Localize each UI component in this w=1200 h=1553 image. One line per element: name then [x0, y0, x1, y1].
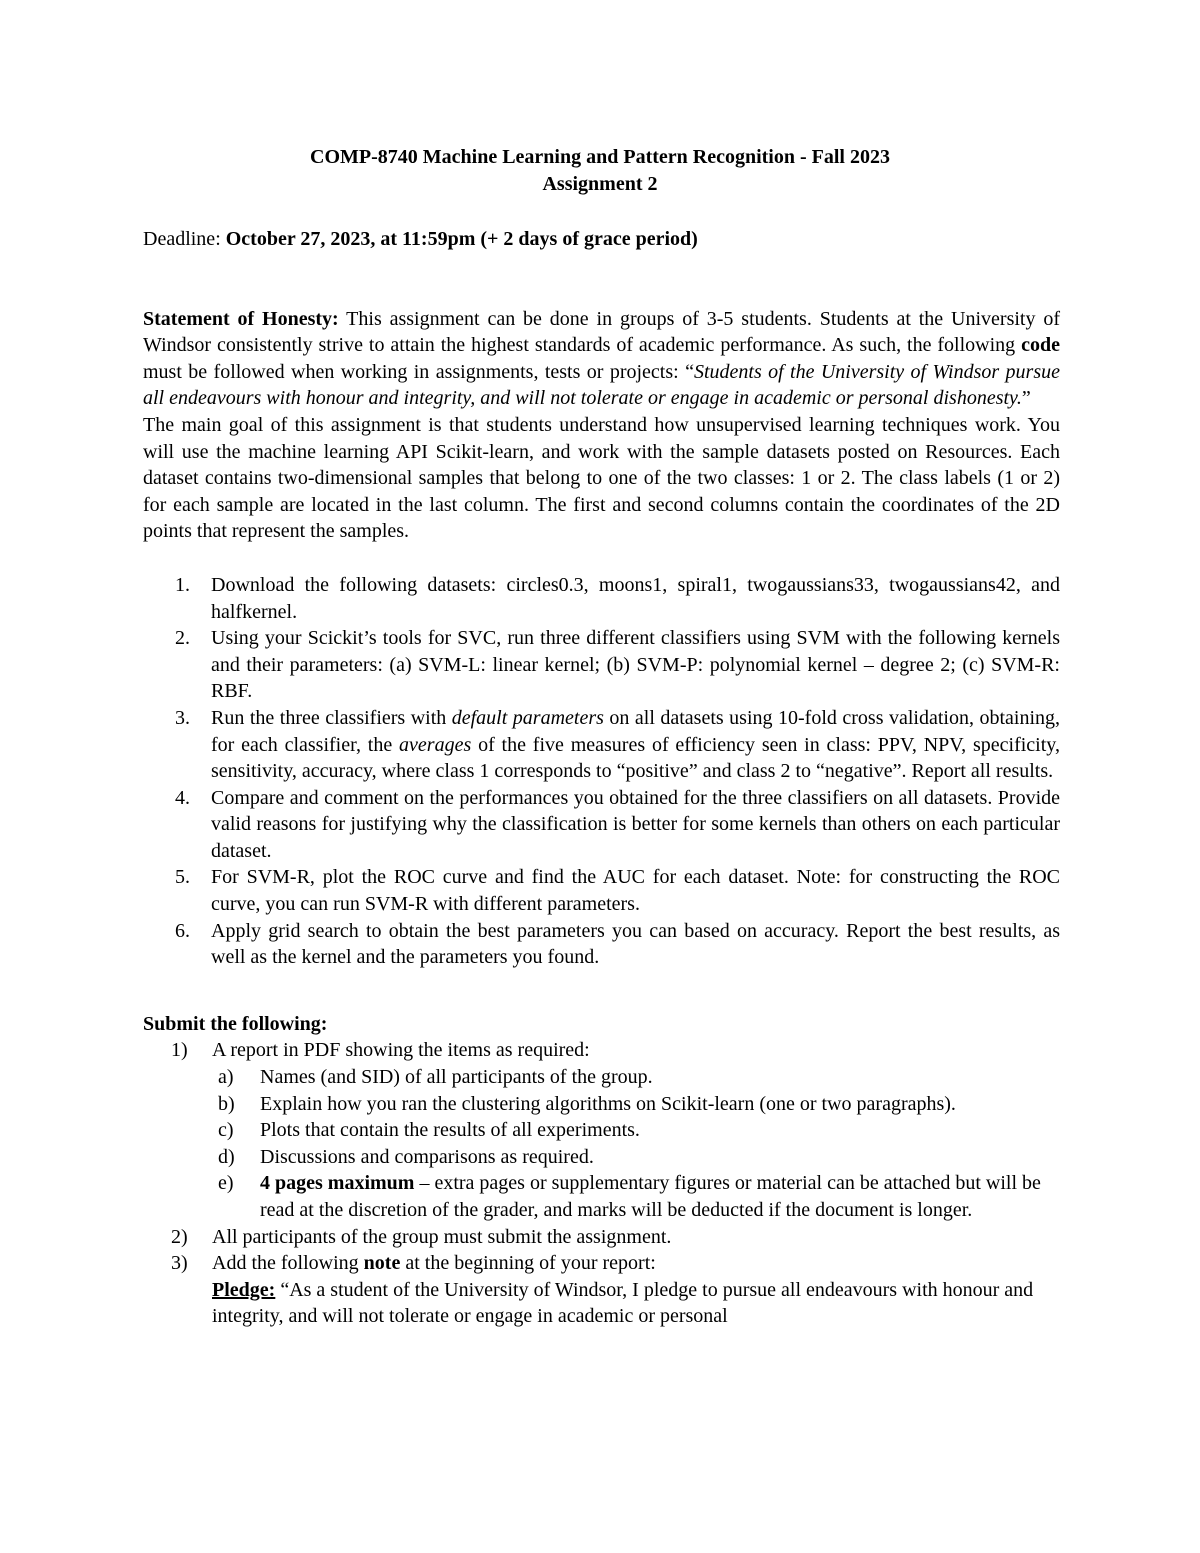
quote-close: ” [1021, 387, 1031, 410]
emphasis-averages: averages [399, 733, 472, 756]
submit-list-continued [168, 1224, 1060, 1330]
submit-number: 1) [171, 1039, 188, 1062]
page-limit-bold: 4 pages maximum [260, 1172, 415, 1195]
document-body [143, 226, 1060, 1330]
submit-item [168, 1037, 1060, 1064]
task-number: 2. [175, 627, 190, 650]
requirement-letter: b) [218, 1092, 235, 1115]
requirement-text: Discussions and comparisons as required. [260, 1145, 594, 1168]
note-bold: note [363, 1252, 401, 1275]
requirement-letter: e) [218, 1172, 234, 1195]
requirement-letter: d) [218, 1145, 235, 1168]
code-word: code [1021, 334, 1060, 357]
deadline-label: Deadline: [143, 228, 226, 250]
intro-paragraph: The main goal of this assignment is that students understand how unsupervised learning techniques work. You will use the machine learning API Scikit-learn, and work with the sample datasets posted on Resources. Each dataset contains two-dimensional samples that belong to one of the two classes: 1 or 2. The class labels (1 or 2) for each sample are located in the last column. The first and second columns contain the coordinates of the 2D points that represent the samples. [143, 413, 1060, 543]
submit-item [168, 1250, 1060, 1277]
requirement-item [215, 1091, 1060, 1118]
task-text: on all datasets using 10-fold cross validation, obtaining, for each classifier, the [211, 706, 1061, 756]
emphasis-default-parameters: default parameters [451, 706, 604, 729]
requirement-letter: c) [218, 1119, 234, 1142]
task-text: Using your Scickit’s tools for SVC, run three different classifiers using SVM with the following kernels and their parameters: (a) SVM-L: linear kernel; (b) SVM-P: polynomial kernel – degree 2; (c) SVM-R: RBF. [211, 627, 1060, 703]
requirement-item [215, 1144, 1060, 1171]
submit-text: at the beginning of your report: [400, 1252, 656, 1275]
task-text: Apply grid search to obtain the best parameters you can based on accuracy. Report the best results, as well as the kernel and the parameters you found. [211, 919, 1060, 969]
task-item [168, 785, 1060, 865]
task-text: Compare and comment on the performances you obtained for the three classifiers on all datasets. Provide valid reasons for justifying why the classification is better for some kernels than others on each particular dataset. [211, 786, 1060, 862]
requirement-text: Explain how you ran the clustering algorithms on Scikit-learn (one or two paragraphs). [260, 1092, 956, 1115]
course-title: COMP-8740 Machine Learning and Pattern Recognition - Fall 2023 [310, 146, 890, 168]
deadline-line [143, 226, 1060, 253]
task-item [168, 572, 1060, 625]
submit-text: Add the following [212, 1252, 364, 1275]
task-text: of the five measures of efficiency seen in class: PPV, NPV, specificity, sensitivity, accuracy, where class 1 corresponds to “positive” and class 2 to “negative”. Report all results. [211, 733, 1060, 783]
requirement-text: Plots that contain the results of all experiments. [260, 1119, 640, 1142]
task-number: 1. [175, 573, 190, 596]
pledge-paragraph [168, 1277, 1060, 1330]
submit-list [168, 1037, 1060, 1064]
requirement-text: – extra pages or supplementary figures or material can be attached but will be read at the discretion of the grader, and marks will be deducted if the document is longer. [260, 1172, 1041, 1221]
report-requirements-list [215, 1064, 1060, 1224]
requirement-item [215, 1170, 1060, 1223]
submit-text: All participants of the group must submit the assignment. [212, 1225, 672, 1248]
pledge-text: “As a student of the University of Windsor, I pledge to pursue all endeavours with honour and integrity, and will not tolerate or engage in academic or personal [212, 1278, 1034, 1328]
assignment-title: Assignment 2 [542, 173, 658, 195]
requirement-item [215, 1064, 1060, 1091]
honesty-text: This assignment can be done in groups of 3-5 students. Students at the University of Windsor consistently strive to attain the highest standards of academic performance. As such, the following [143, 307, 1060, 357]
task-item [168, 918, 1060, 971]
requirement-text: Names (and SID) of all participants of the group. [260, 1066, 653, 1089]
submit-item [168, 1224, 1060, 1251]
document-title [0, 144, 1200, 198]
submit-number: 3) [171, 1252, 188, 1275]
task-text: For SVM-R, plot the ROC curve and find the AUC for each dataset. Note: for constructing the ROC curve, you can run SVM-R with different parameters. [211, 866, 1060, 916]
task-number: 4. [175, 786, 190, 809]
honesty-label: Statement of Honesty: [143, 307, 339, 330]
pledge-label: Pledge: [212, 1278, 276, 1301]
submit-number: 2) [171, 1225, 188, 1248]
task-number: 6. [175, 919, 190, 942]
task-text: Run the three classifiers with [211, 706, 452, 729]
honesty-quote: Students of the University of Windsor pursue all endeavours with honour and integrity, and will not tolerate or engage in academic or personal dishonesty. [143, 360, 1060, 410]
task-number: 3. [175, 706, 190, 729]
task-item [168, 705, 1060, 785]
honesty-text-2: must be followed when working in assignments, tests or projects: “ [143, 360, 694, 383]
submit-text: A report in PDF showing the items as required: [212, 1039, 590, 1062]
requirement-letter: a) [218, 1066, 234, 1089]
spacer [143, 253, 1060, 279]
deadline-value: October 27, 2023, at 11:59pm (+ 2 days of grace period) [225, 228, 698, 250]
honesty-statement [143, 306, 1060, 412]
task-list [168, 572, 1060, 971]
submit-heading: Submit the following: [143, 1012, 328, 1035]
task-item [168, 864, 1060, 917]
task-number: 5. [175, 866, 190, 889]
task-text: Download the following datasets: circles0.3, moons1, spiral1, twogaussians33, twogaussians42, and halfkernel. [211, 573, 1060, 623]
task-item [168, 625, 1060, 705]
requirement-item [215, 1117, 1060, 1144]
